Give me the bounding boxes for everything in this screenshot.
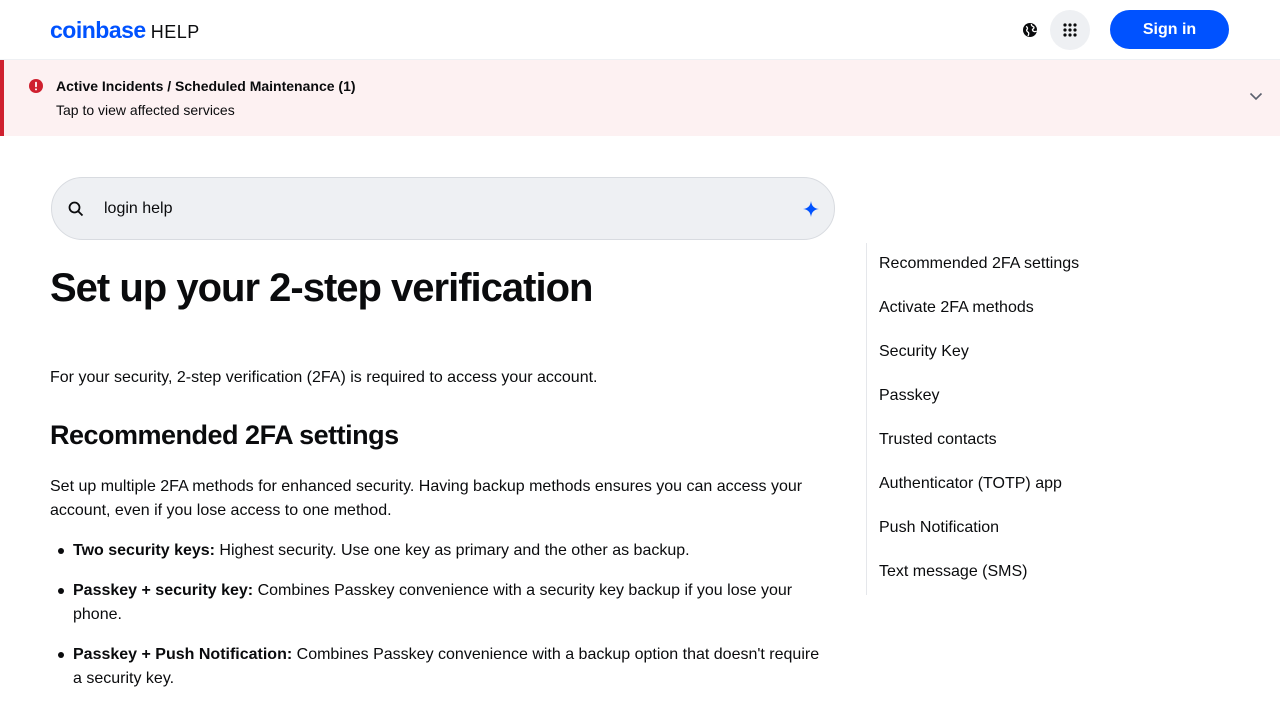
globe-icon[interactable] — [1020, 20, 1040, 40]
toc-item-activate-2fa-methods[interactable]: Activate 2FA methods — [879, 299, 1034, 316]
site-header — [0, 0, 1280, 60]
toc-item-text-message-sms[interactable]: Text message (SMS) — [879, 563, 1028, 580]
incident-banner[interactable] — [0, 60, 1280, 136]
toc-item-security-key[interactable]: Security Key — [879, 343, 969, 360]
list-item-label: Passkey + Push Notification: — [73, 646, 293, 663]
section-heading: Recommended 2FA settings — [50, 420, 399, 450]
logo-wordmark: coinbase — [50, 17, 146, 43]
intro-paragraph: For your security, 2-step verification (2FA) is required to access your account. — [50, 369, 598, 386]
recommendation-list — [50, 539, 830, 707]
sign-in-button[interactable]: Sign in — [1110, 10, 1229, 49]
search-icon — [68, 201, 84, 217]
toc-item-recommended-2fa-settings[interactable]: Recommended 2FA settings — [879, 255, 1080, 272]
banner-title: Active Incidents / Scheduled Maintenance (1) — [56, 78, 356, 94]
page-title: Set up your 2-step verification — [50, 266, 593, 310]
toc-item-push-notification[interactable]: Push Notification — [879, 519, 1000, 536]
toc-item-passkey[interactable]: Passkey — [879, 387, 940, 404]
list-item-label: Passkey + security key: — [73, 582, 254, 599]
coinbase-help-logo[interactable] — [50, 17, 200, 44]
list-item-text: Highest security. Use one key as primary and the other as backup. — [214, 542, 690, 559]
toc-item-authenticator-app[interactable]: Authenticator (TOTP) app — [879, 475, 1062, 492]
search-bar — [51, 177, 835, 240]
sparkle-icon[interactable] — [802, 200, 820, 218]
search-input[interactable] — [104, 198, 784, 220]
apps-grid-icon[interactable] — [1050, 10, 1090, 50]
list-item-label: Two security keys: — [73, 542, 215, 559]
chevron-down-icon[interactable] — [1248, 88, 1264, 104]
banner-subtitle: Tap to view affected services — [56, 102, 235, 118]
table-of-contents — [866, 243, 1246, 595]
list-item — [50, 539, 830, 563]
section-paragraph: Set up multiple 2FA methods for enhanced security. Having backup methods ensures you can access your account, even if you lose access to one method. — [50, 478, 803, 519]
toc-item-trusted-contacts[interactable]: Trusted contacts — [879, 431, 997, 448]
list-item-text: Combines Passkey convenience with a backup option that doesn't require a security key. — [73, 646, 820, 687]
logo-help-label: HELP — [150, 22, 200, 42]
list-item-text: Combines Passkey convenience with a security key backup if you lose your phone. — [73, 582, 793, 623]
list-item — [50, 579, 830, 627]
list-item — [50, 643, 830, 691]
alert-icon — [28, 78, 44, 94]
